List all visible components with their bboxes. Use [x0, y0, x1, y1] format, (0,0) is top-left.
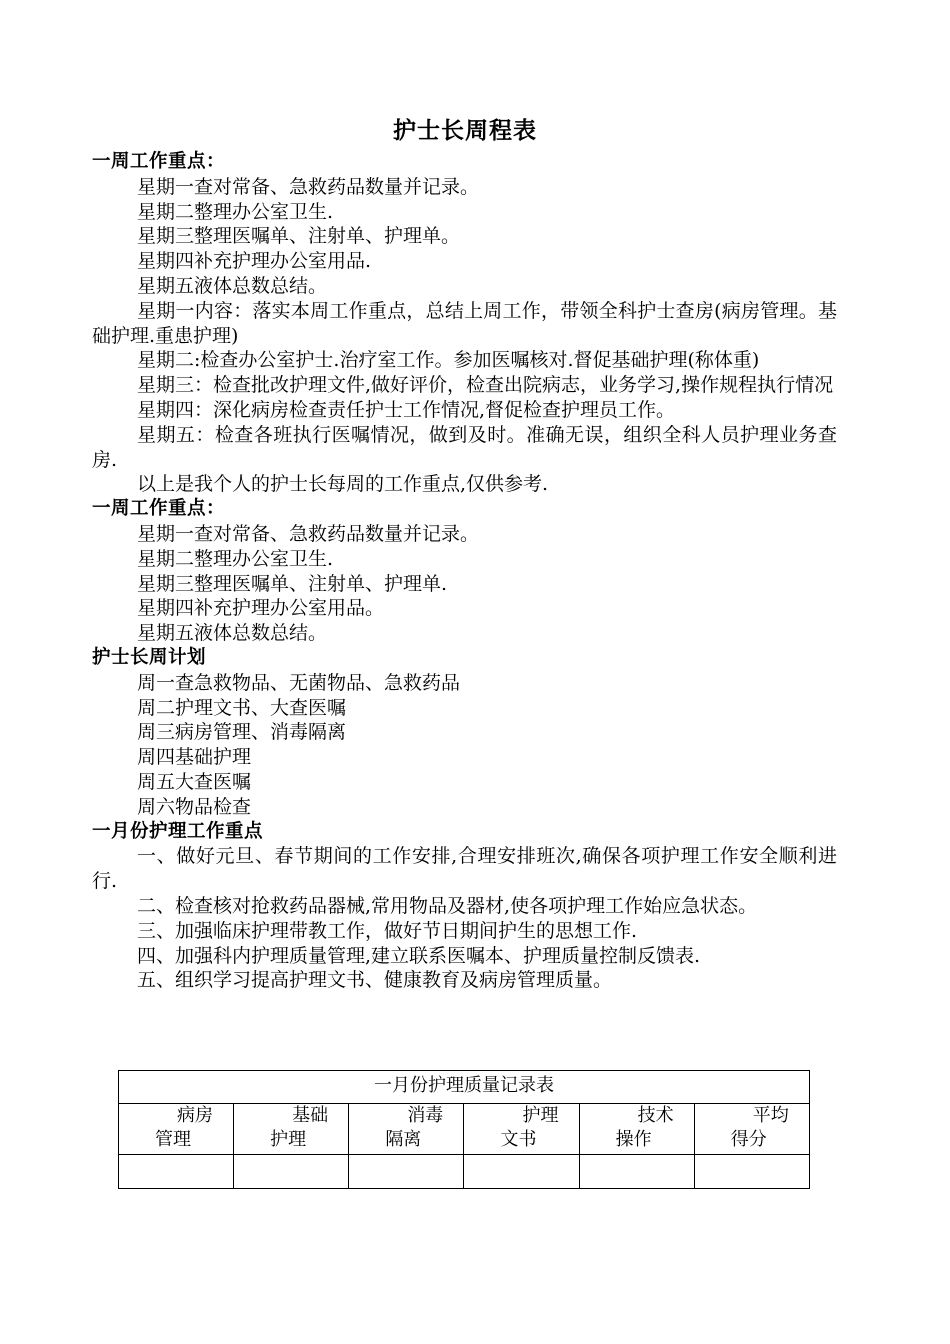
list-item: 周三病房管理、消毒隔离 — [137, 721, 347, 744]
table-cell — [119, 1155, 234, 1189]
table-cell — [464, 1155, 579, 1189]
header-cell — [349, 1104, 464, 1155]
header-line: 基础 — [292, 1105, 329, 1126]
header-line: 消毒 — [407, 1105, 444, 1126]
header-line: 隔离 — [385, 1129, 422, 1150]
list-item: 星期一查对常备、急救药品数量并记录。 — [137, 522, 480, 545]
table-header-row — [119, 1104, 810, 1155]
header-line: 操作 — [615, 1129, 652, 1150]
paragraph: 星期三：检查批改护理文件,做好评价，检查出院病志，业务学习,操作规程执行情况 — [137, 374, 834, 397]
list-item: 星期一查对常备、急救药品数量并记录。 — [137, 175, 480, 198]
header-cell — [234, 1104, 349, 1155]
list-item: 星期二整理办公室卫生. — [137, 200, 334, 223]
section-heading: 护士长周计划 — [92, 646, 207, 668]
table-caption: 一月份护理质量记录表 — [119, 1071, 810, 1104]
paragraph: 一、做好元旦、春节期间的工作安排,合理安排班次,确保各项护理工作安全顺利进行. — [92, 845, 837, 893]
paragraph: 以上是我个人的护士长每周的工作重点,仅供参考. — [137, 473, 549, 496]
page-title: 护士长周程表 — [393, 118, 537, 144]
list-item: 周四基础护理 — [137, 746, 252, 769]
list-item: 星期二整理办公室卫生. — [137, 547, 334, 570]
list-item: 周一查急救物品、无菌物品、急救药品 — [137, 671, 461, 694]
table-row — [119, 1155, 810, 1189]
paragraph: 五、组织学习提高护理文书、健康教育及病房管理质量。 — [137, 969, 613, 992]
section-heading: 一周工作重点： — [92, 151, 226, 172]
document-body — [92, 150, 837, 993]
header-cell — [119, 1104, 234, 1155]
header-line: 得分 — [730, 1129, 767, 1150]
header-line: 技术 — [637, 1105, 674, 1126]
header-line: 护理 — [270, 1129, 307, 1150]
paragraph: 星期一内容：落实本周工作重点，总结上周工作，带领全科护士查房(病房管理。基础护理.重患护理) — [92, 299, 837, 347]
list-item: 星期五液体总数总结。 — [137, 274, 328, 297]
list-item: 周二护理文书、大查医嘱 — [137, 696, 347, 719]
header-line: 文书 — [500, 1129, 537, 1150]
list-item: 星期三整理医嘱单、注射单、护理单。 — [137, 225, 461, 248]
quality-record-table — [118, 1070, 810, 1189]
header-line: 平均 — [752, 1105, 789, 1126]
paragraph: 星期四：深化病房检查责任护士工作情况,督促检查护理员工作。 — [137, 398, 676, 421]
table-cell — [349, 1155, 464, 1189]
list-item: 星期四补充护理办公室用品。 — [137, 597, 385, 620]
paragraph: 星期二:检查办公室护士.治疗室工作。参加医嘱核对.督促基础护理(称体重) — [137, 349, 760, 372]
header-cell — [464, 1104, 579, 1155]
section-heading: 一月份护理工作重点 — [92, 820, 264, 842]
header-line: 病房 — [177, 1105, 213, 1126]
paragraph: 星期五：检查各班执行医嘱情况，做到及时。准确无误，组织全科人员护理业务查房. — [92, 423, 837, 471]
header-line: 管理 — [155, 1129, 191, 1150]
header-cell — [694, 1104, 809, 1155]
paragraph: 二、检查核对抢救药品器械,常用物品及器材,使各项护理工作始应急状态。 — [137, 894, 758, 917]
table-cell — [579, 1155, 694, 1189]
table-cell — [694, 1155, 809, 1189]
list-item: 星期三整理医嘱单、注射单、护理单. — [137, 572, 448, 595]
list-item: 周六物品检查 — [137, 795, 252, 818]
header-cell — [579, 1104, 694, 1155]
paragraph: 四、加强科内护理质量管理,建立联系医嘱本、护理质量控制反馈表. — [137, 944, 701, 967]
list-item: 星期五液体总数总结。 — [137, 622, 328, 645]
section-heading: 一周工作重点： — [92, 498, 226, 520]
table-cell — [234, 1155, 349, 1189]
paragraph: 三、加强临床护理带教工作，做好节日期间护生的思想工作. — [137, 919, 638, 942]
list-item: 星期四补充护理办公室用品. — [137, 250, 372, 273]
header-line: 护理 — [522, 1105, 559, 1126]
list-item: 周五大查医嘱 — [137, 770, 252, 793]
